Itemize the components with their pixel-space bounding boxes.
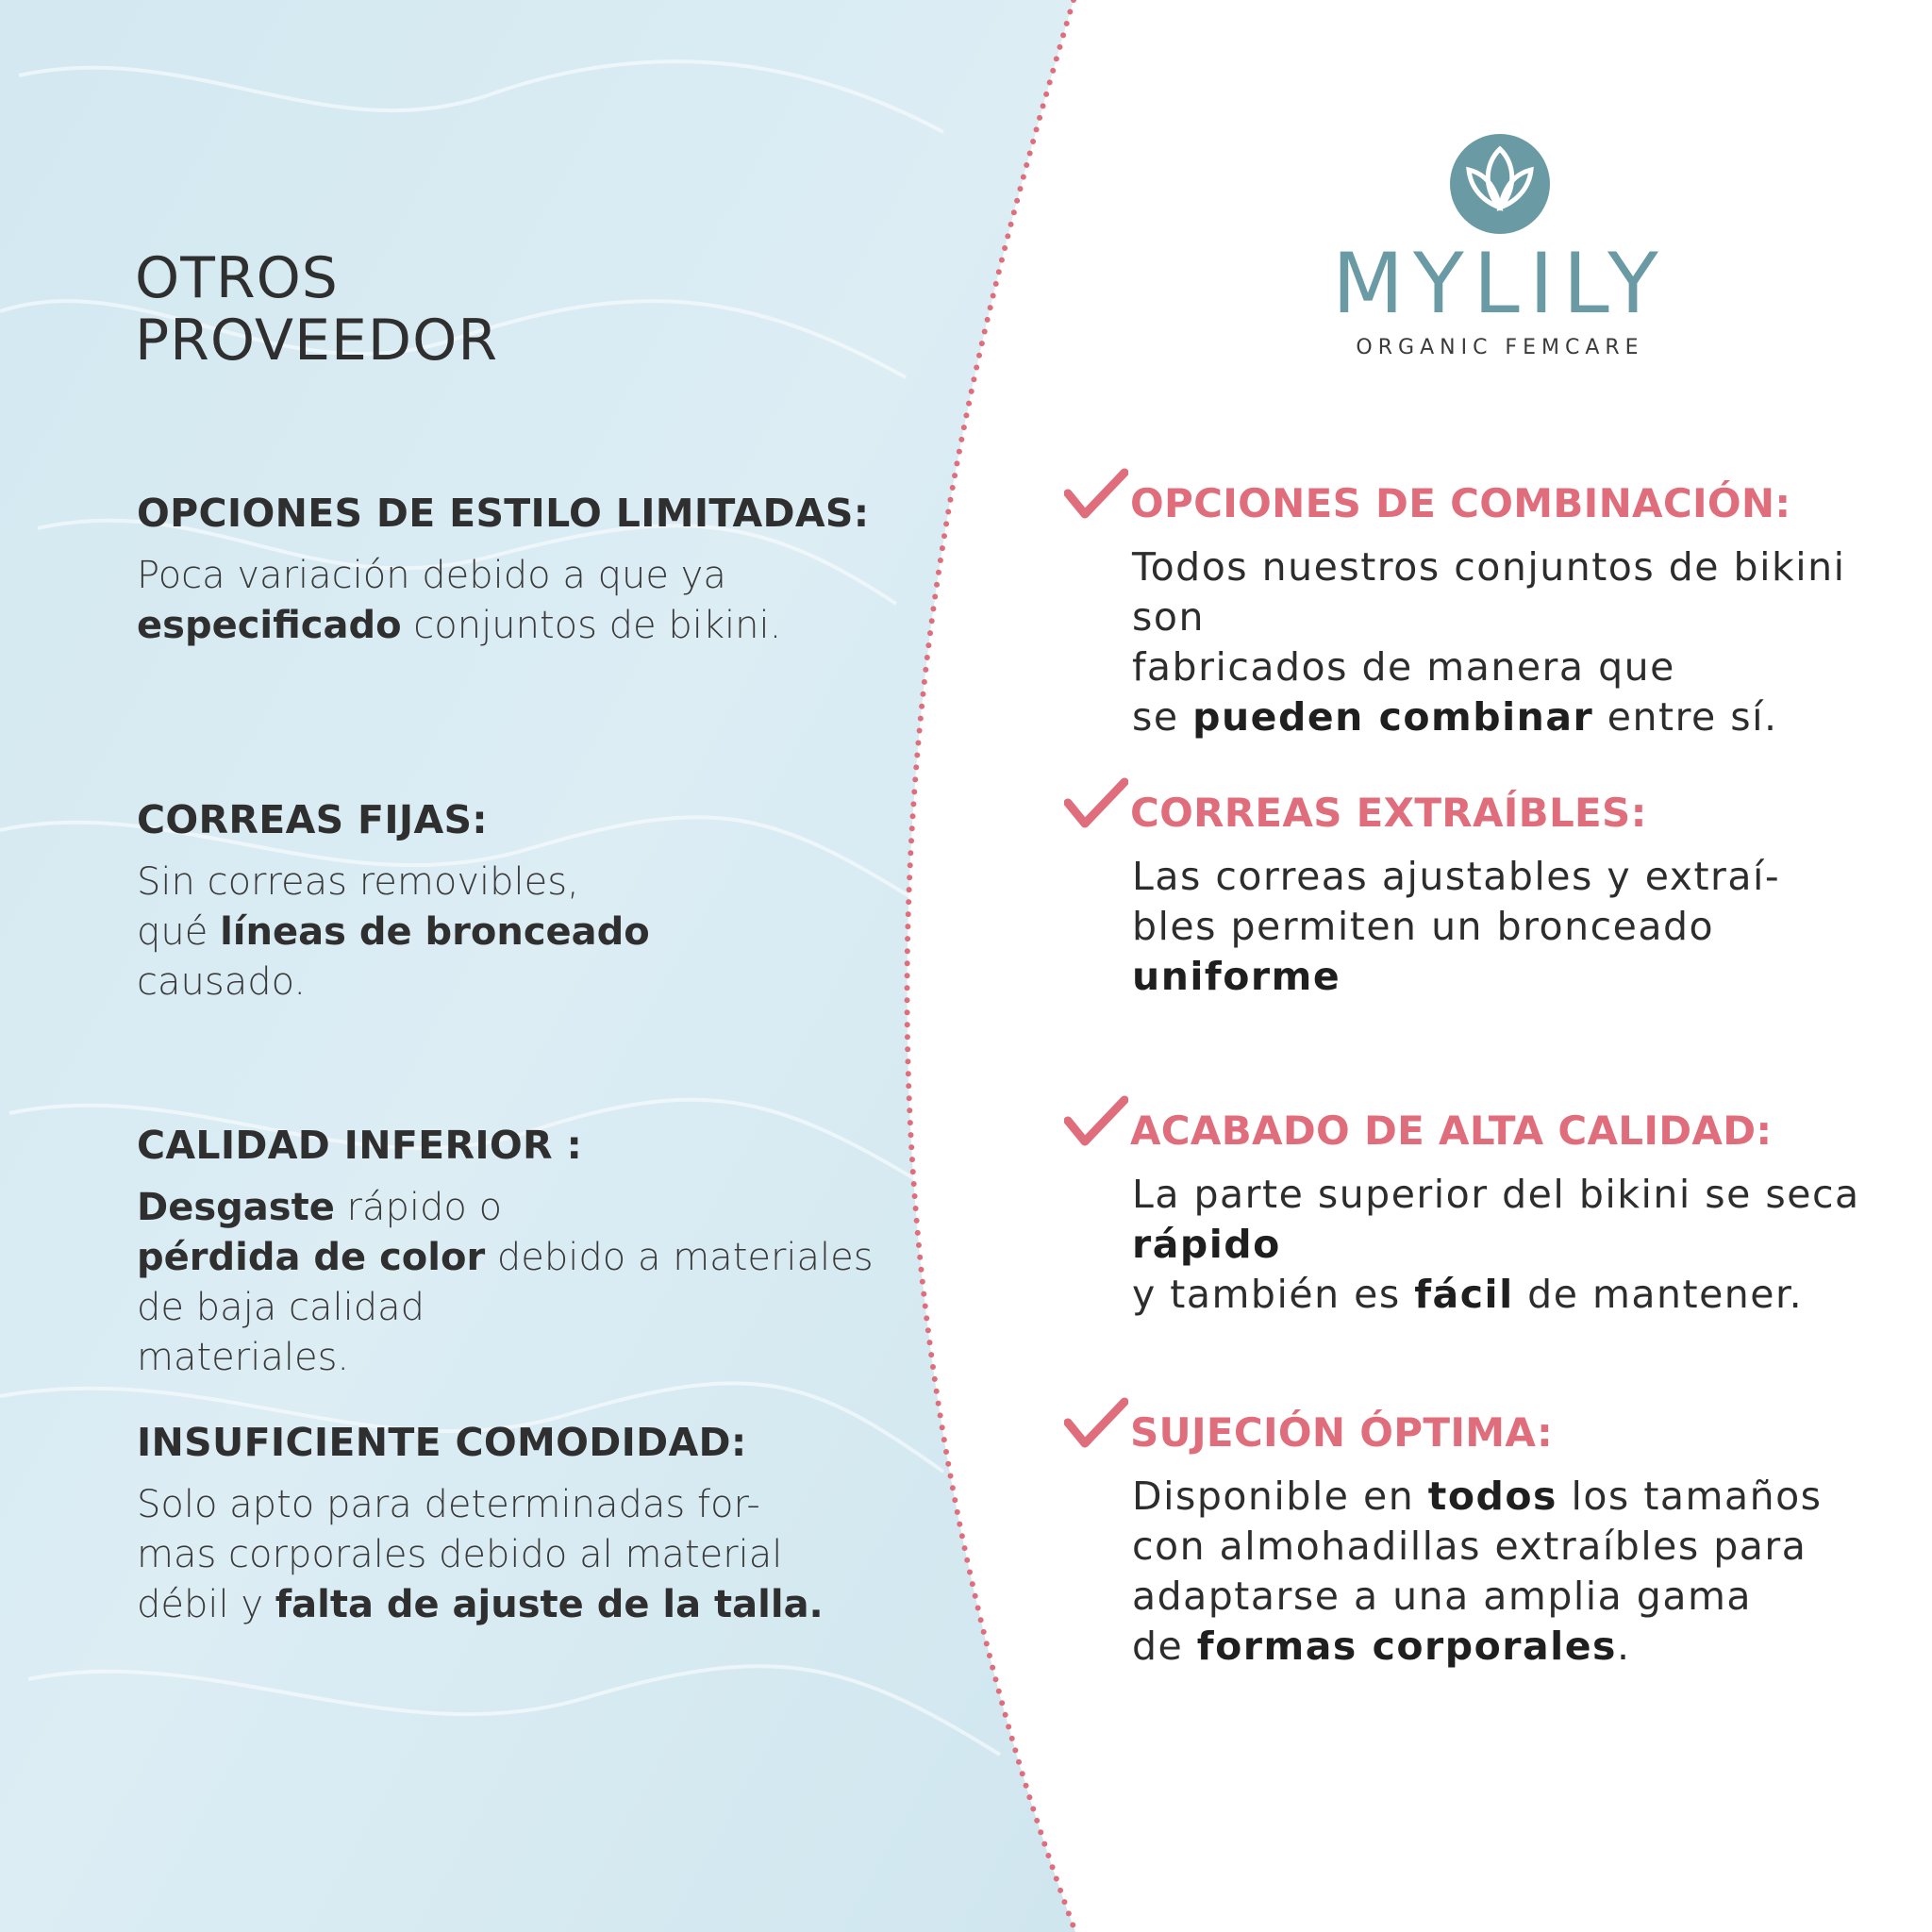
right-section-body: [1132, 542, 1894, 742]
left-section-comfort: [137, 1420, 910, 1630]
check-icon: [1064, 776, 1128, 833]
competitor-title: [135, 247, 498, 372]
emphasis-text: rápido: [1132, 1222, 1281, 1267]
right-section-title: OPCIONES DE COMBINACIÓN:: [1130, 480, 1791, 526]
body-line: [1132, 1220, 1894, 1270]
emphasis-text: especificado: [137, 604, 402, 647]
brand-logo: [1321, 132, 1679, 359]
body-text: los tamaños: [1557, 1474, 1823, 1519]
body-line: [1132, 952, 1894, 1002]
left-section-title: CALIDAD INFERIOR :: [137, 1123, 583, 1168]
body-line: [1132, 1170, 1894, 1220]
competitor-title-line-1: OTROS: [135, 245, 339, 311]
body-text: Todos nuestros conjuntos de bikini: [1132, 544, 1846, 590]
emphasis-text: fácil: [1414, 1272, 1514, 1317]
body-line: [137, 1333, 910, 1383]
right-section-title: SUJECIÓN ÓPTIMA:: [1130, 1409, 1554, 1456]
body-line: [1132, 1472, 1894, 1522]
body-line: [1132, 1270, 1894, 1320]
brand-tagline: ORGANIC FEMCARE: [1356, 336, 1644, 359]
body-text: materiales.: [137, 1336, 350, 1379]
body-line: [1132, 1522, 1894, 1572]
body-text: débil y: [137, 1583, 275, 1626]
right-section-support: [1064, 1396, 1894, 1672]
emphasis-text: pérdida de color: [137, 1236, 486, 1279]
body-text: de baja calidad: [137, 1286, 425, 1329]
body-line: [137, 1283, 910, 1333]
body-text: Solo apto para determinadas for-: [137, 1483, 760, 1526]
emphasis-text: falta de ajuste de la talla.: [275, 1583, 824, 1626]
body-text: rápido o: [334, 1186, 503, 1229]
body-text: Poca variación debido a que ya: [137, 554, 726, 597]
body-text: adaptarse a una amplia gama: [1132, 1574, 1753, 1619]
right-section-combination: [1064, 467, 1894, 742]
left-section-title: OPCIONES DE ESTILO LIMITADAS:: [137, 491, 870, 536]
body-text: causado.: [137, 960, 307, 1004]
right-section-body: [1132, 1472, 1894, 1672]
body-text: conjuntos de bikini.: [401, 604, 782, 647]
left-section-style: [137, 491, 910, 651]
body-text: .: [1616, 1624, 1631, 1669]
body-line: [137, 551, 910, 601]
body-line: [1132, 592, 1894, 642]
left-section-body: [137, 551, 910, 651]
body-text: mas corporales debido al material: [137, 1533, 783, 1576]
body-line: [137, 958, 910, 1008]
body-line: [137, 1233, 910, 1283]
emphasis-text: formas corporales: [1196, 1624, 1617, 1669]
left-section-title: CORREAS FIJAS:: [137, 797, 488, 842]
body-text: bles permiten un bronceado: [1132, 904, 1715, 949]
emphasis-text: todos: [1427, 1474, 1557, 1519]
body-line: [137, 1183, 910, 1233]
body-line: [137, 601, 910, 651]
body-line: [1132, 852, 1894, 902]
right-section-straps: [1064, 776, 1894, 1002]
body-line: [137, 1480, 910, 1530]
right-section-title: ACABADO DE ALTA CALIDAD:: [1130, 1108, 1773, 1154]
body-text: y también es: [1132, 1272, 1415, 1317]
check-icon: [1064, 1396, 1128, 1453]
left-section-body: [137, 1480, 910, 1630]
emphasis-text: pueden combinar: [1192, 694, 1594, 740]
body-line: [137, 858, 910, 908]
body-text: de mantener.: [1513, 1272, 1804, 1317]
emphasis-text: Desgaste: [137, 1186, 335, 1229]
body-text: La parte superior del bikini se seca: [1132, 1172, 1860, 1217]
body-line: [1132, 1572, 1894, 1622]
left-section-body: [137, 858, 910, 1008]
body-text: Sin correas removibles,: [137, 860, 579, 904]
left-section-body: [137, 1183, 910, 1383]
emphasis-text: uniforme: [1132, 954, 1341, 999]
competitor-title-line-2: PROVEEDOR: [135, 308, 499, 374]
body-line: [1132, 902, 1894, 952]
check-icon: [1064, 467, 1128, 524]
brand-name: MYLILY: [1332, 235, 1668, 332]
body-line: [137, 1580, 910, 1630]
body-text: con almohadillas extraíbles para: [1132, 1524, 1807, 1569]
right-section-title: CORREAS EXTRAÍBLES:: [1130, 790, 1647, 836]
emphasis-text: líneas de bronceado: [220, 910, 650, 954]
body-text: de: [1132, 1624, 1197, 1669]
body-line: [1132, 692, 1894, 742]
right-section-body: [1132, 852, 1894, 1002]
body-line: [1132, 542, 1894, 592]
right-section-body: [1132, 1170, 1894, 1320]
body-line: [1132, 642, 1894, 692]
body-text: debido a materiales: [485, 1236, 874, 1279]
lotus-leaf-icon: [1448, 132, 1552, 236]
left-section-title: INSUFICIENTE COMODIDAD:: [137, 1420, 747, 1465]
body-line: [1132, 1622, 1894, 1672]
left-section-quality: [137, 1123, 910, 1383]
body-line: [137, 1530, 910, 1580]
body-line: [137, 908, 910, 958]
body-text: Las correas ajustables y extraí-: [1132, 854, 1781, 899]
body-text: se: [1132, 694, 1193, 740]
left-section-straps: [137, 797, 910, 1008]
right-section-quality: [1064, 1094, 1894, 1320]
body-text: entre sí.: [1593, 694, 1778, 740]
body-text: son: [1132, 594, 1205, 640]
body-text: qué: [137, 910, 221, 954]
check-icon: [1064, 1094, 1128, 1151]
body-text: Disponible en: [1132, 1474, 1428, 1519]
body-text: fabricados de manera que: [1132, 644, 1675, 690]
